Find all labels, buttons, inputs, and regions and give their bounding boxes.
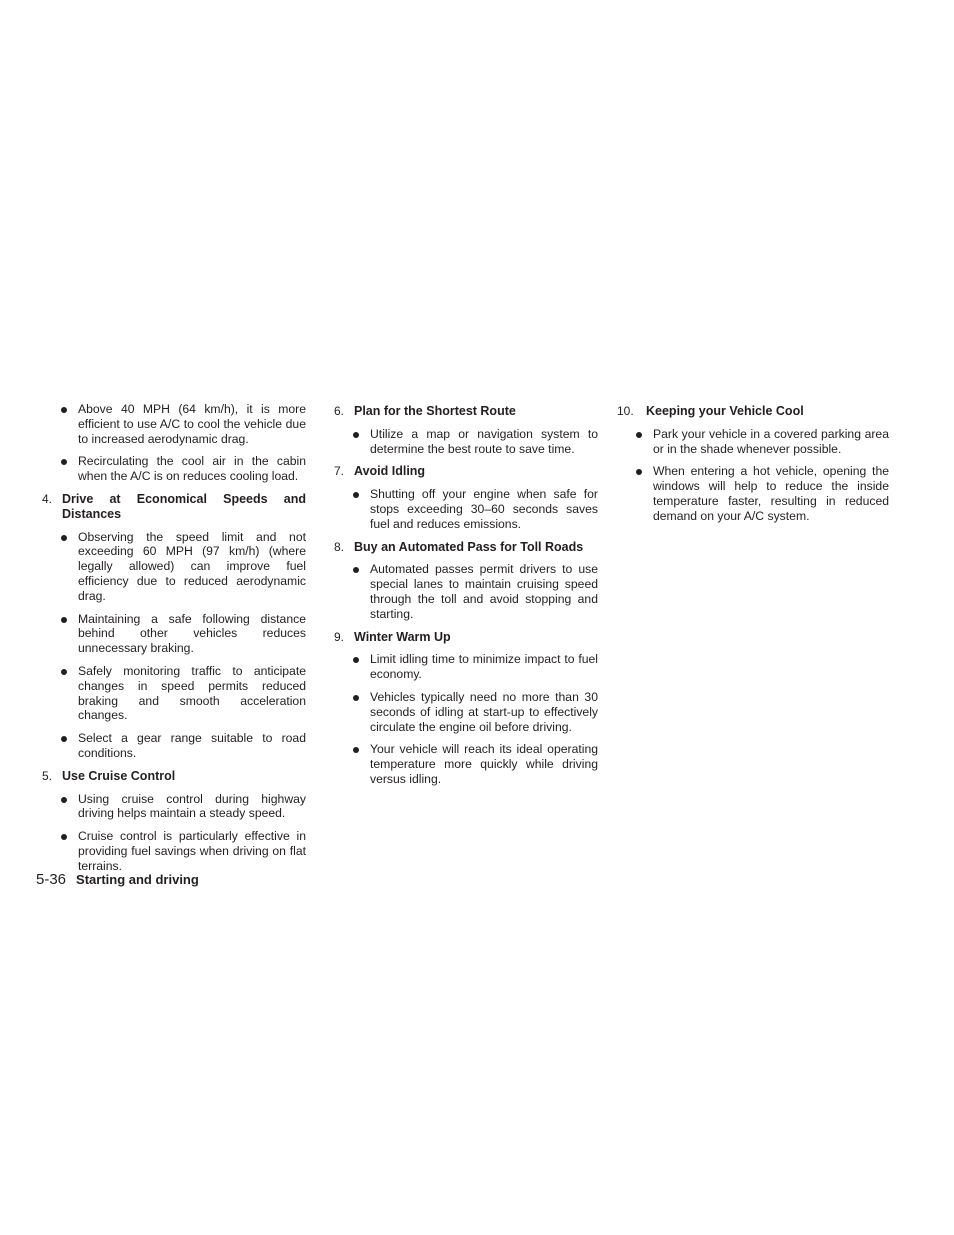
list-item (617, 464, 889, 523)
list-item (334, 487, 598, 531)
bullet-icon (61, 736, 67, 742)
column-middle (334, 402, 598, 795)
section-number: 8. (334, 539, 345, 554)
section-number: 4. (42, 491, 53, 506)
list-item (334, 690, 598, 734)
section-heading (42, 769, 306, 784)
section-heading (334, 464, 598, 479)
list-item (42, 731, 306, 761)
bullet-text: Your vehicle will reach its ideal operating temperature more quickly while driving versus idling. (370, 742, 598, 786)
bullet-text: Safely monitoring traffic to anticipate changes in speed permits reduced braking and smooth acceleration changes. (78, 663, 306, 723)
bullet-text: Utilize a map or navigation system to determine the best route to save time. (370, 426, 598, 456)
section-number: 9. (334, 629, 345, 644)
bullet-icon (61, 459, 67, 465)
section-number: 6. (334, 404, 345, 418)
bullet-icon (61, 617, 67, 623)
bullet-icon (61, 834, 67, 840)
section-heading (334, 404, 598, 419)
bullet-text: Select a gear range suitable to road conditions. (78, 731, 306, 760)
list-item (42, 402, 306, 446)
bullet-text: Cruise control is particularly effective in providing fuel savings when driving on flat terrains. (78, 829, 306, 873)
section-title: Avoid Idling (354, 464, 426, 479)
section-number: 10. (617, 404, 634, 418)
bullet-icon (636, 469, 642, 475)
bullet-icon (353, 695, 359, 701)
bullet-text: Limit idling time to minimize impact to fuel economy. (370, 652, 598, 682)
bullet-icon (61, 669, 67, 675)
section-title: Buy an Automated Pass for Toll Roads (354, 539, 584, 554)
list-item (42, 664, 306, 723)
bullet-icon (61, 407, 67, 413)
list-item (42, 792, 306, 822)
bullet-text: Recirculating the cool air in the cabin when the A/C is on reduces cooling load. (78, 454, 306, 484)
bullet-icon (636, 432, 642, 438)
section-title: Winter Warm Up (354, 629, 451, 644)
section-number: 5. (42, 768, 53, 783)
column-right (617, 402, 889, 532)
list-item (334, 427, 598, 457)
bullet-text: Park your vehicle in a covered parking area or in the shade whenever possible. (653, 426, 889, 456)
section-heading (617, 404, 889, 419)
section-title: Drive at Economical Speeds and Distances (62, 491, 306, 521)
bullet-text: When entering a hot vehicle, opening the windows will help to reduce the inside temperature faster, resulting in reduced demand on your A/C system. (653, 464, 889, 523)
list-item (334, 652, 598, 682)
section-heading (334, 630, 598, 645)
list-item (334, 742, 598, 786)
bullet-text: Maintaining a safe following distance behind other vehicles reduces unnecessary braking. (78, 611, 306, 656)
bullet-icon (353, 492, 359, 498)
bullet-icon (61, 797, 67, 803)
page-footer (36, 871, 199, 888)
list-item (42, 530, 306, 604)
bullet-icon (353, 567, 359, 573)
bullet-icon (353, 747, 359, 753)
bullet-text: Using cruise control during highway driving helps maintain a steady speed. (78, 791, 306, 821)
bullet-text: Automated passes permit drivers to use special lanes to maintain cruising speed through the toll and avoid stopping and starting. (370, 562, 598, 621)
list-item (42, 612, 306, 656)
bullet-text: Shutting off your engine when safe for stops exceeding 30–60 seconds saves fuel and reduces emissions. (370, 487, 598, 531)
section-heading (42, 492, 306, 522)
bullet-text: Observing the speed limit and not exceeding 60 MPH (97 km/h) (where legally allowed) can improve fuel efficiency due to reduced aerodynamic drag. (78, 529, 306, 603)
section-title-footer: Starting and driving (76, 872, 199, 887)
section-title: Use Cruise Control (62, 768, 176, 783)
bullet-icon (61, 535, 67, 541)
bullet-icon (353, 657, 359, 663)
section-title: Plan for the Shortest Route (354, 404, 516, 418)
bullet-text: Vehicles typically need no more than 30 seconds of idling at start-up to effectively circulate the engine oil before driving. (370, 689, 598, 734)
list-item (617, 427, 889, 457)
section-heading (334, 540, 598, 555)
page-number: 5-36 (36, 871, 67, 888)
column-left (42, 402, 306, 882)
list-item (42, 829, 306, 873)
bullet-icon (353, 432, 359, 438)
section-title: Keeping your Vehicle Cool (646, 404, 804, 418)
bullet-text: Above 40 MPH (64 km/h), it is more efficient to use A/C to cool the vehicle due to increased aerodynamic drag. (78, 402, 306, 446)
list-item (42, 454, 306, 484)
list-item (334, 562, 598, 621)
section-number: 7. (334, 464, 345, 479)
